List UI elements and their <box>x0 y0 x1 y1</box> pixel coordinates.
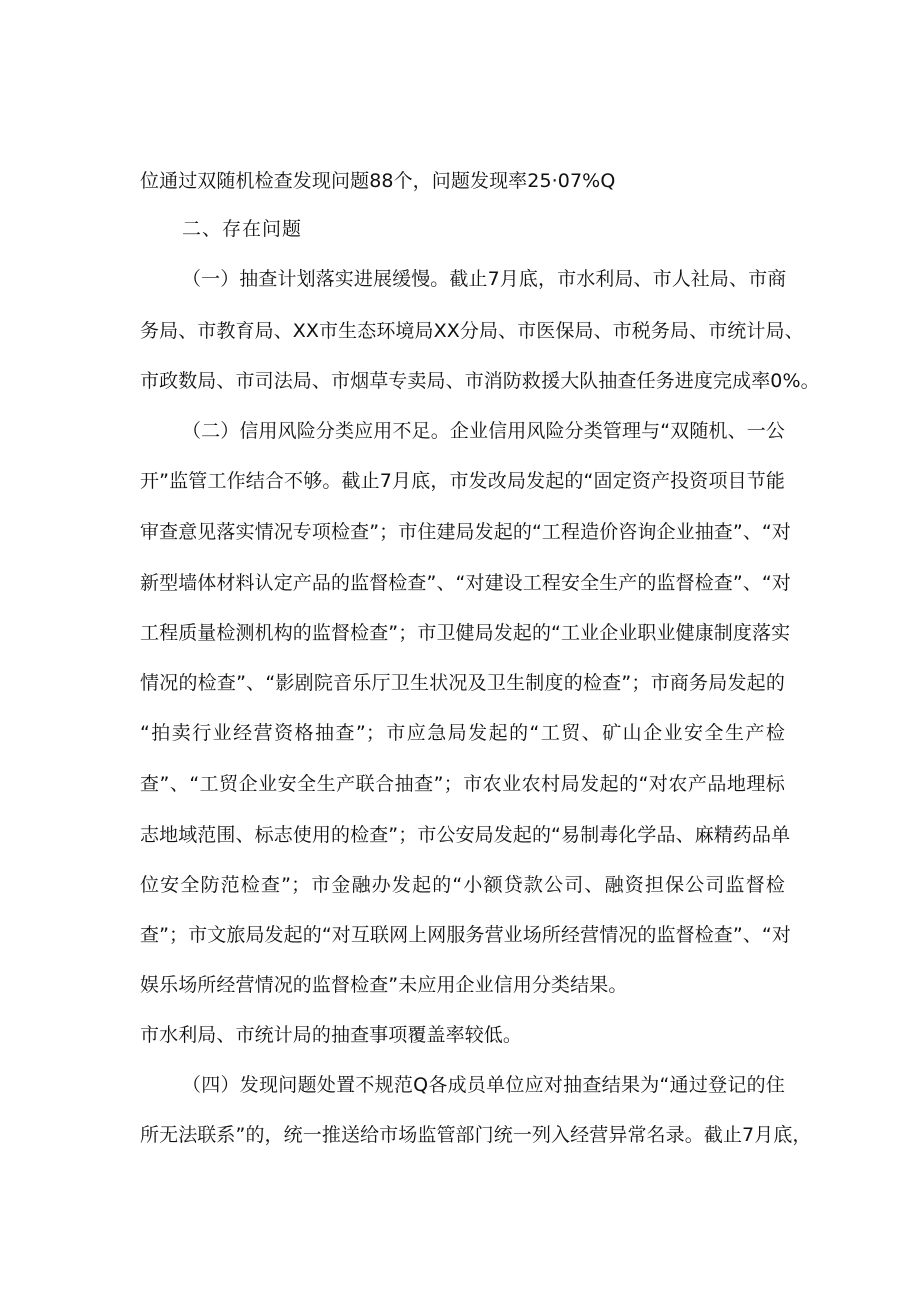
text-line-4: 务局、市教育局、XX市生态环境局XX分局、市医保局、市税务局、市统计局、 <box>140 320 804 342</box>
text-line-13: 查”、“工贸企业安全生产联合抽查”；市农业农村局发起的“对农产品地理标 <box>140 773 785 795</box>
text-line-3: （一）抽查计划落实进展缓慢。截止7月底，市水利局、市人社局、市商 <box>182 268 787 290</box>
text-line-7: 开”监管工作结合不够。截止7月底，市发改局发起的“固定资产投资项目节能 <box>140 470 785 492</box>
text-line-20: 所无法联系”的，统一推送给市场监管部门统一列入经营异常名录。截止7月底， <box>140 1124 812 1146</box>
text-line-8: 审查意见落实情况专项检查”；市住建局发起的“工程造价咨询企业抽查”、“对 <box>140 521 791 543</box>
text-line-19: （四）发现问题处置不规范Q各成员单位应对抽查结果为“通过登记的住 <box>182 1074 785 1096</box>
text-line-12: “拍卖行业经营资格抽查”；市应急局发起的“工贸、矿山企业安全生产检 <box>140 722 785 744</box>
text-line-5: 市政数局、市司法局、市烟草专卖局、市消防救援大队抽查任务进度完成率0%。 <box>140 370 820 392</box>
text-line-11: 情况的检查”、“影剧院音乐厅卫生状况及卫生制度的检查”；市商务局发起的 <box>140 672 785 694</box>
text-line-16: 查”；市文旅局发起的“对互联网上网服务营业场所经营情况的监督检查”、“对 <box>140 924 791 946</box>
text-line-9: 新型墙体材料认定产品的监督检查”、“对建设工程安全生产的监督检查”、“对 <box>140 572 791 594</box>
text-line-10: 工程质量检测机构的监督检查”；市卫健局发起的“工业企业职业健康制度落实 <box>140 622 791 644</box>
text-line-14: 志地域范围、标志使用的检查”；市公安局发起的“易制毒化学品、麻精药品单 <box>140 824 791 846</box>
text-line-1: 位通过双随机检查发现问题88个，问题发现率25·07%Q <box>140 170 616 192</box>
section-heading-problems: 二、存在问题 <box>182 218 303 240</box>
text-line-18: 市水利局、市统计局的抽查事项覆盖率较低。 <box>140 1024 523 1046</box>
text-line-15: 位安全防范检查”；市金融办发起的“小额贷款公司、融资担保公司监督检 <box>140 874 785 896</box>
text-line-6: （二）信用风险分类应用不足。企业信用风险分类管理与“双随机、一公 <box>182 420 785 442</box>
text-line-17: 娱乐场所经营情况的监督检查”未应用企业信用分类结果。 <box>140 974 628 996</box>
